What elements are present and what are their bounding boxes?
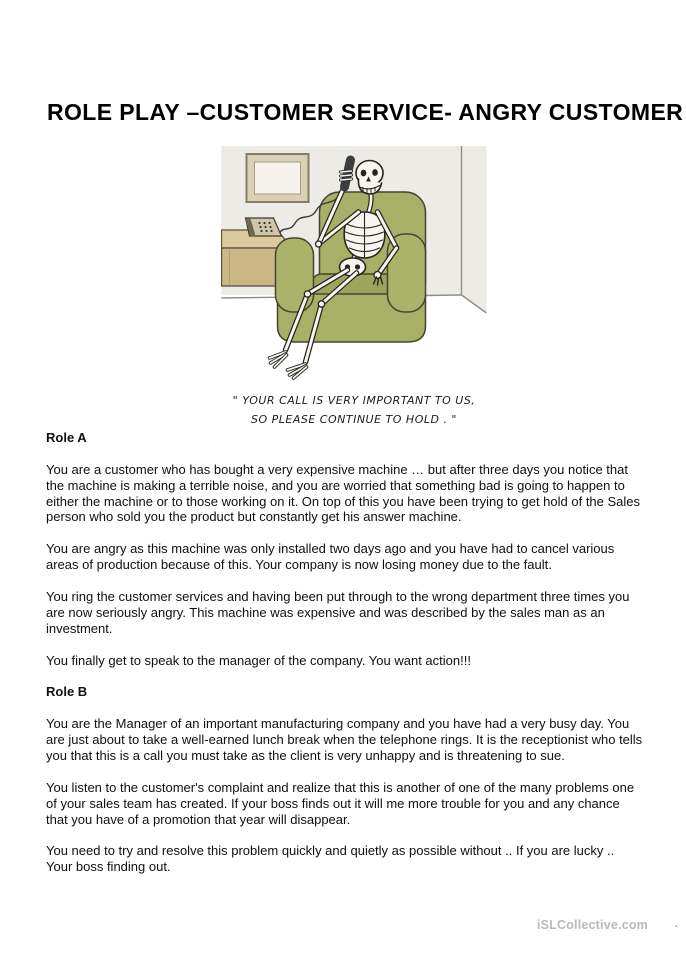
picture-frame	[247, 154, 309, 202]
footer-dot: .	[674, 916, 678, 930]
role-b-heading: Role B	[46, 684, 88, 700]
role-a-heading: Role A	[46, 430, 87, 445]
role-a-paragraph-2: You are angry as this machine was only installed two days ago and you have had to cancel various areas of production because of this. Your company is now losing money due to the fault.	[46, 541, 615, 573]
illustration-caption	[219, 391, 489, 430]
role-a-paragraph-1: You are a customer who has bought a very expensive machine … but after three days you notice that the machine is making a terrible noise, and you are worried that something bad is going to happen to either the machine or to those working on it. On top of this you have been trying to get hold of the Sales person who sold you the product but constantly get his answer machine.	[46, 461, 641, 525]
cartoon-illustration	[219, 146, 489, 430]
role-a-paragraph-4: You finally get to speak to the manager of the company. You want action!!!	[46, 652, 471, 668]
role-b-paragraph-1: You are the Manager of an important manufacturing company and you have had a very busy day. You are just about to take a well-earned lunch break when the telephone rings. It is the receptionist who tells you that this is a call you must take as the client is very unhappy and is threatening to sue.	[46, 716, 643, 764]
cartoon-canvas	[221, 146, 487, 386]
role-b-paragraph-3: You need to try and resolve this problem quickly and quietly as possible without .. If you are lucky .. Your boss finding out.	[46, 843, 615, 875]
caption-line-1: " YOUR CALL IS VERY IMPORTANT TO US,	[232, 394, 476, 407]
page-title: ROLE PLAY –CUSTOMER SERVICE- ANGRY CUSTOMER	[47, 99, 684, 125]
worksheet-text	[46, 430, 643, 891]
skeleton-skull	[356, 161, 383, 195]
caption-line-2: SO PLEASE CONTINUE TO HOLD . "	[250, 413, 457, 427]
role-a-paragraph-3: You ring the customer services and having been put through to the wrong department three times you are now seriously angry. This machine was expensive and was described by the sales man as an investment.	[46, 589, 630, 636]
role-b-paragraph-2: You listen to the customer's complaint and realize that this is another of one of the many problems one of your sales team has created. If your boss finds out it will me more trouble for you and any chance that you have of a promotion that year will disappear.	[46, 779, 635, 827]
islcollective-watermark: iSLCollective.com	[536, 918, 648, 932]
